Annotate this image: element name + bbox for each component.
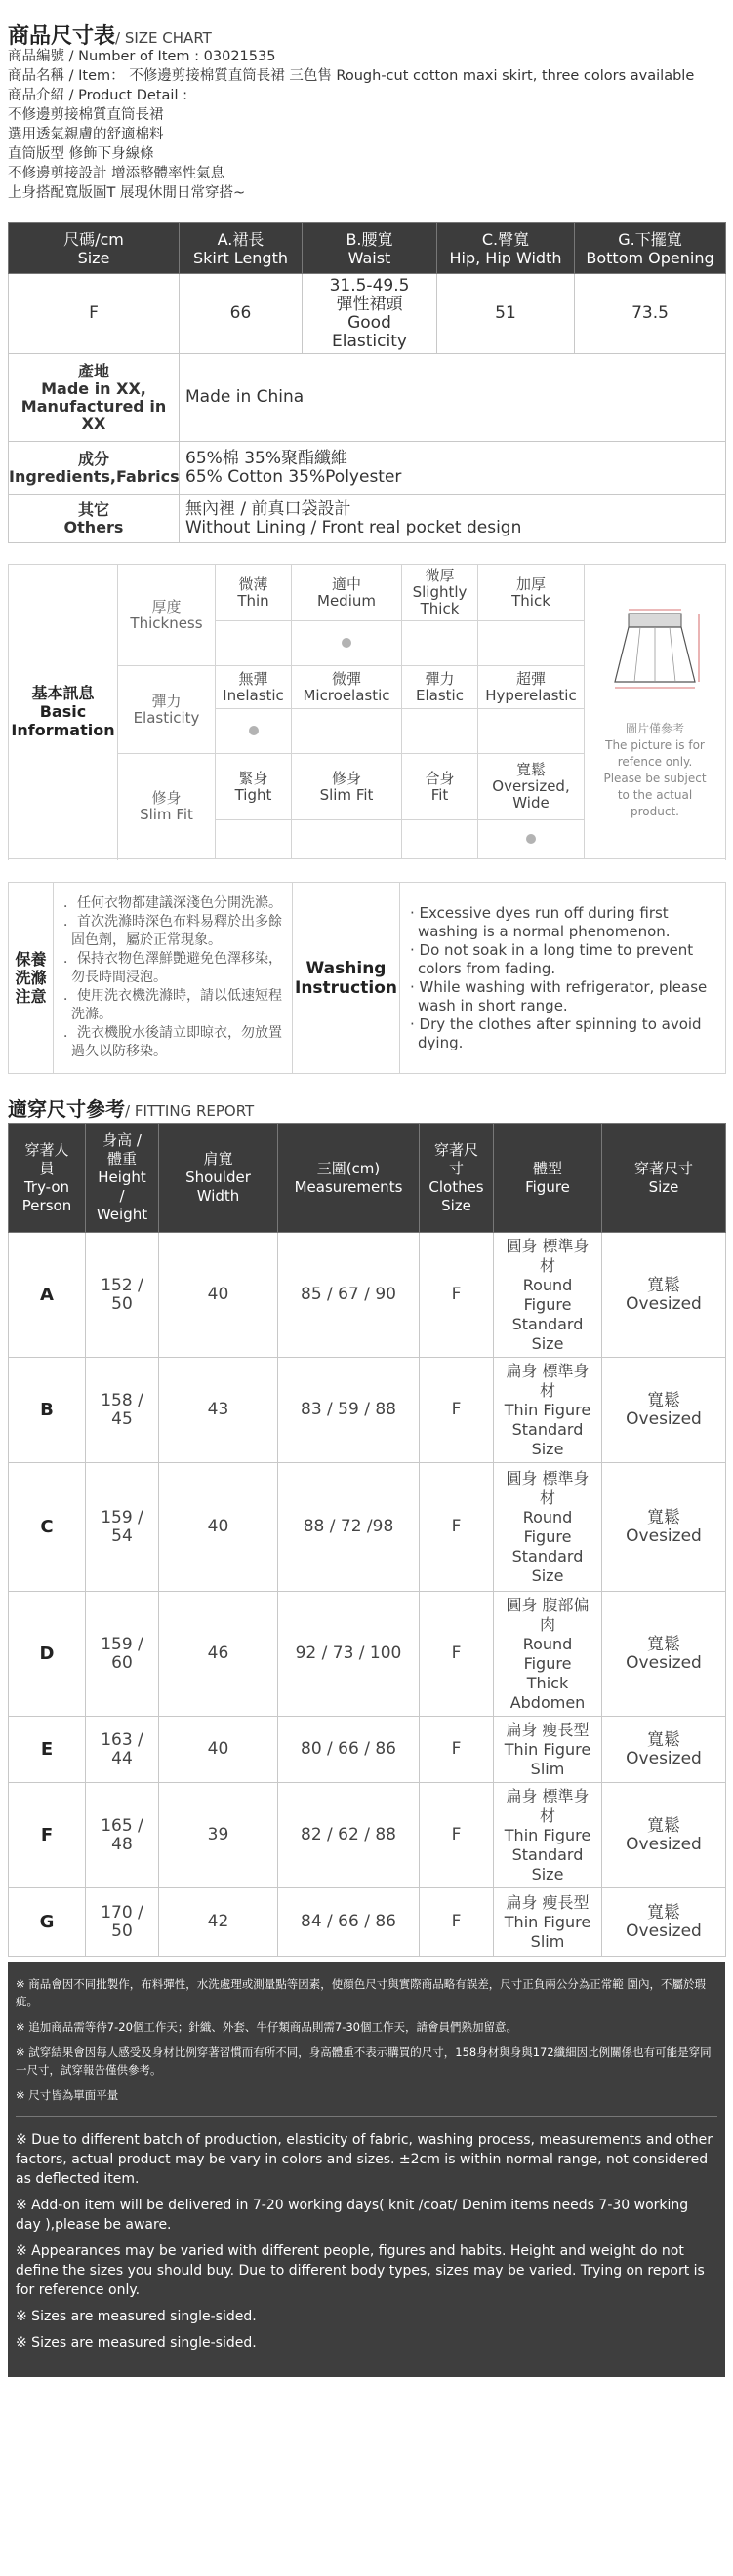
fitting-header: 穿著人 員 Try-on Person 身高 / 體重 Height / Weight 肩寬 Shoulder Width 三圍(cm) Measurements 穿著尺 寸 Clothes Size 體型 Figure 穿著尺寸 Size [9, 1124, 726, 1233]
title-cn: 商品尺寸表 [8, 24, 116, 49]
skirt-diagram-icon [601, 604, 709, 701]
shoulder-width: 40 [159, 1463, 278, 1592]
note-cn: ※ 尺寸皆為單面平量 [16, 2088, 119, 2102]
fitting-row [9, 1233, 726, 1358]
detail-line: 不修邊剪接棉質直筒長裙 [8, 107, 164, 123]
clothes-size: F [420, 1358, 494, 1463]
skirt-illustration [585, 565, 726, 859]
note-cn: ※ 試穿結果會因每人感受及身材比例穿著習慣而有所不同，身高體重不表示購買的尺寸，158身材與身與172纖細因比例關係也有可能是穿同一尺寸，試穿報告僅供參考。 [16, 2045, 712, 2077]
hip-value: 51 [437, 274, 575, 354]
size-row [9, 274, 726, 354]
washing-label-cn: 保養 洗滌 注意 [9, 883, 54, 1074]
fabric-label: 成分 Ingredients,Fabrics [9, 442, 180, 495]
washing-table [8, 882, 726, 1074]
selected-dot-icon [526, 834, 536, 844]
note-en: ※ Add-on item will be delivered in 7-20 working days( knit /coat/ Denim items needs 7-30 working day ),please be aware. [16, 2198, 689, 2233]
elasticity-hyperelastic: 超彈 Hyperelastic [478, 666, 585, 709]
size-table [8, 222, 726, 543]
note-cn: ※ 商品會因不同批製作，布料彈性，水洗處理或測量點等因素，使顏色尺寸與實際商品略有誤差，尺寸正負兩公分為正常範 圍內，不屬於瑕疵。 [16, 1977, 706, 2008]
measurements: 92 / 73 / 100 [278, 1592, 420, 1717]
measurements: 88 / 72 /98 [278, 1463, 420, 1592]
figure: 扁身 瘦長型 Thin Figure Slim [494, 1888, 602, 1957]
clothes-size: F [420, 1592, 494, 1717]
clothes-size: F [420, 1463, 494, 1592]
wear-size: 寬鬆 Ovesized [602, 1888, 726, 1957]
thickness-medium: 適中 Medium [292, 565, 402, 621]
height-weight: 159 / 60 [86, 1592, 159, 1717]
item-name: 商品名稱 / Item： 不修邊剪接棉質直筒長裙 三色售 Rough-cut cotton maxi skirt, three colors available [8, 68, 695, 84]
slimfit-label: 修身 Slim Fit [118, 754, 216, 859]
header-bottom-opening: G.下擺寬 Bottom Opening [575, 223, 726, 274]
figure: 扁身 標準身 材 Thin Figure Standard Size [494, 1358, 602, 1463]
height-weight: 163 / 44 [86, 1717, 159, 1783]
detail-line: 選用透氣親膚的舒適棉料 [8, 127, 164, 142]
fabric-value: 65%棉 35%聚酯纖維 65% Cotton 35%Polyester [180, 442, 726, 495]
waist-value: 31.5-49.5 彈性裙頭 Good Elasticity [303, 274, 437, 354]
note-cn: ※ 追加商品需等待7-20個工作天；針織、外套、牛仔類商品則需7-30個工作天，請會員們熟加留意。 [16, 2020, 517, 2034]
origin-label: 產地 Made in XX, Manufactured in XX [9, 354, 180, 442]
header-skirt-length: A.裙長 Skirt Length [180, 223, 303, 274]
fitting-row [9, 1717, 726, 1783]
selected-dot-icon [249, 726, 259, 735]
detail-heading: 商品介紹 / Product Detail : [8, 88, 187, 103]
fitting-table [8, 1123, 726, 1957]
detail-line: 直筒版型 修飾下身線條 [8, 146, 154, 162]
washing-list-en: · Excessive dyes run off during first washing is a normal phenomenon. · Do not soak in a long time to prevent colors from fading. · While washing with refrigerator, please wash in short range. · Dry the clothes after spinning to avoid dying. [400, 883, 726, 1074]
wear-size: 寬鬆 Ovesized [602, 1592, 726, 1717]
note-en: ※ Due to different batch of production, elasticity of fabric, washing process, measurements and other factors, actual product may be vary in colors and sizes. ±2cm is within normal range, not considered as deflected item. [16, 2132, 713, 2187]
others-value: 無內裡 / 前真口袋設計 Without Lining / Front real pocket design [180, 495, 726, 543]
measurements: 84 / 66 / 86 [278, 1888, 420, 1957]
person-name: G [9, 1888, 86, 1957]
note-en: ※ Sizes are measured single-sided. [16, 2335, 257, 2351]
header-size: 尺碼/cm Size [9, 223, 180, 274]
elasticity-microelastic: 微彈 Microelastic [292, 666, 402, 709]
thickness-thin: 微薄 Thin [216, 565, 292, 621]
fit-oversized: 寬鬆 Oversized, Wide [478, 754, 585, 820]
wear-size: 寬鬆 Ovesized [602, 1783, 726, 1888]
fitting-row [9, 1358, 726, 1463]
fabric-row [9, 442, 726, 495]
person-name: B [9, 1358, 86, 1463]
notes-panel [8, 1962, 725, 2377]
measurements: 80 / 66 / 86 [278, 1717, 420, 1783]
length-value: 66 [180, 274, 303, 354]
person-name: E [9, 1717, 86, 1783]
wear-size: 寬鬆 Ovesized [602, 1717, 726, 1783]
fitting-title: 適穿尺寸參考/ FITTING REPORT [8, 1097, 255, 1121]
note-en: ※ Sizes are measured single-sided. [16, 2309, 257, 2324]
thickness-slightly-thick: 微厚 Slightly Thick [402, 565, 478, 621]
size-value: F [9, 274, 180, 354]
fitting-row [9, 1463, 726, 1592]
fitting-row [9, 1592, 726, 1717]
clothes-size: F [420, 1717, 494, 1783]
shoulder-width: 43 [159, 1358, 278, 1463]
figure: 圓身 標準身 材 Round Figure Standard Size [494, 1233, 602, 1358]
header-hip: C.臀寬 Hip, Hip Width [437, 223, 575, 274]
selected-dot-icon [342, 638, 351, 648]
note-en: ※ Appearances may be varied with different people, figures and habits. Height and weight do not define the sizes you should buy. Due to different body types, sizes may be varied. Trying on report is for reference only. [16, 2243, 705, 2298]
item-number: 商品編號 / Number of Item : 03021535 [8, 49, 276, 64]
person-name: C [9, 1463, 86, 1592]
person-name: A [9, 1233, 86, 1358]
figure: 扁身 瘦長型 Thin Figure Slim [494, 1717, 602, 1783]
basic-info-title: 基本訊息 Basic Information [9, 565, 118, 859]
picture-note: 圖片僅參考 The picture is for refence only. Please be subject to the actual product. [603, 721, 707, 818]
header-waist: B.腰寬 Waist [303, 223, 437, 274]
washing-label-en: Washing Instruction [293, 883, 400, 1074]
product-info [8, 47, 725, 203]
person-name: D [9, 1592, 86, 1717]
others-label: 其它 Others [9, 495, 180, 543]
elasticity-label: 彈力 Elasticity [118, 666, 216, 754]
measurements: 85 / 67 / 90 [278, 1233, 420, 1358]
basic-info-table [8, 564, 726, 859]
origin-value: Made in China [180, 354, 726, 442]
shoulder-width: 39 [159, 1783, 278, 1888]
wear-size: 寬鬆 Ovesized [602, 1233, 726, 1358]
fit-slim: 修身 Slim Fit [292, 754, 402, 820]
measurements: 82 / 62 / 88 [278, 1783, 420, 1888]
others-row [9, 495, 726, 543]
wear-size: 寬鬆 Ovesized [602, 1358, 726, 1463]
figure: 圓身 腹部偏 肉 Round Figure Thick Abdomen [494, 1592, 602, 1717]
fit-tight: 緊身 Tight [216, 754, 292, 820]
fitting-row [9, 1783, 726, 1888]
origin-row [9, 354, 726, 442]
elasticity-elastic: 彈力 Elastic [402, 666, 478, 709]
clothes-size: F [420, 1233, 494, 1358]
figure: 圓身 標準身 材 Round Figure Standard Size [494, 1463, 602, 1592]
bottom-value: 73.5 [575, 274, 726, 354]
fitting-row [9, 1888, 726, 1957]
detail-line: 不修邊剪接設計 增添整體率性氣息 [8, 166, 225, 181]
fit-fit: 合身 Fit [402, 754, 478, 820]
detail-line: 上身搭配寬版圖T 展現休閒日常穿搭~ [8, 185, 246, 201]
shoulder-width: 42 [159, 1888, 278, 1957]
size-chart-title [8, 0, 725, 49]
height-weight: 170 / 50 [86, 1888, 159, 1957]
clothes-size: F [420, 1783, 494, 1888]
height-weight: 158 / 45 [86, 1358, 159, 1463]
clothes-size: F [420, 1888, 494, 1957]
shoulder-width: 40 [159, 1717, 278, 1783]
thickness-label: 厚度 Thickness [118, 565, 216, 666]
height-weight: 159 / 54 [86, 1463, 159, 1592]
height-weight: 165 / 48 [86, 1783, 159, 1888]
title-en: / SIZE CHART [115, 29, 212, 47]
size-table-header [9, 223, 726, 274]
person-name: F [9, 1783, 86, 1888]
shoulder-width: 46 [159, 1592, 278, 1717]
washing-list-cn: ．任何衣物都建議深淺色分開洗滌。 ．首次洗滌時深色布料易釋於出多餘固色劑，屬於正常現象。 ．保持衣物色澤鮮艷避免色澤移染，勿長時間浸泡。 ．使用洗衣機洗滌時，請以低速短程洗滌。 ．洗衣機脫水後請立即晾衣，勿放置過久以防移染。 [54, 883, 293, 1074]
measurements: 83 / 59 / 88 [278, 1358, 420, 1463]
thickness-thick: 加厚 Thick [478, 565, 585, 621]
height-weight: 152 / 50 [86, 1233, 159, 1358]
notes-divider [16, 2116, 717, 2117]
wear-size: 寬鬆 Ovesized [602, 1463, 726, 1592]
shoulder-width: 40 [159, 1233, 278, 1358]
elasticity-inelastic: 無彈 Inelastic [216, 666, 292, 709]
figure: 扁身 標準身 材 Thin Figure Standard Size [494, 1783, 602, 1888]
